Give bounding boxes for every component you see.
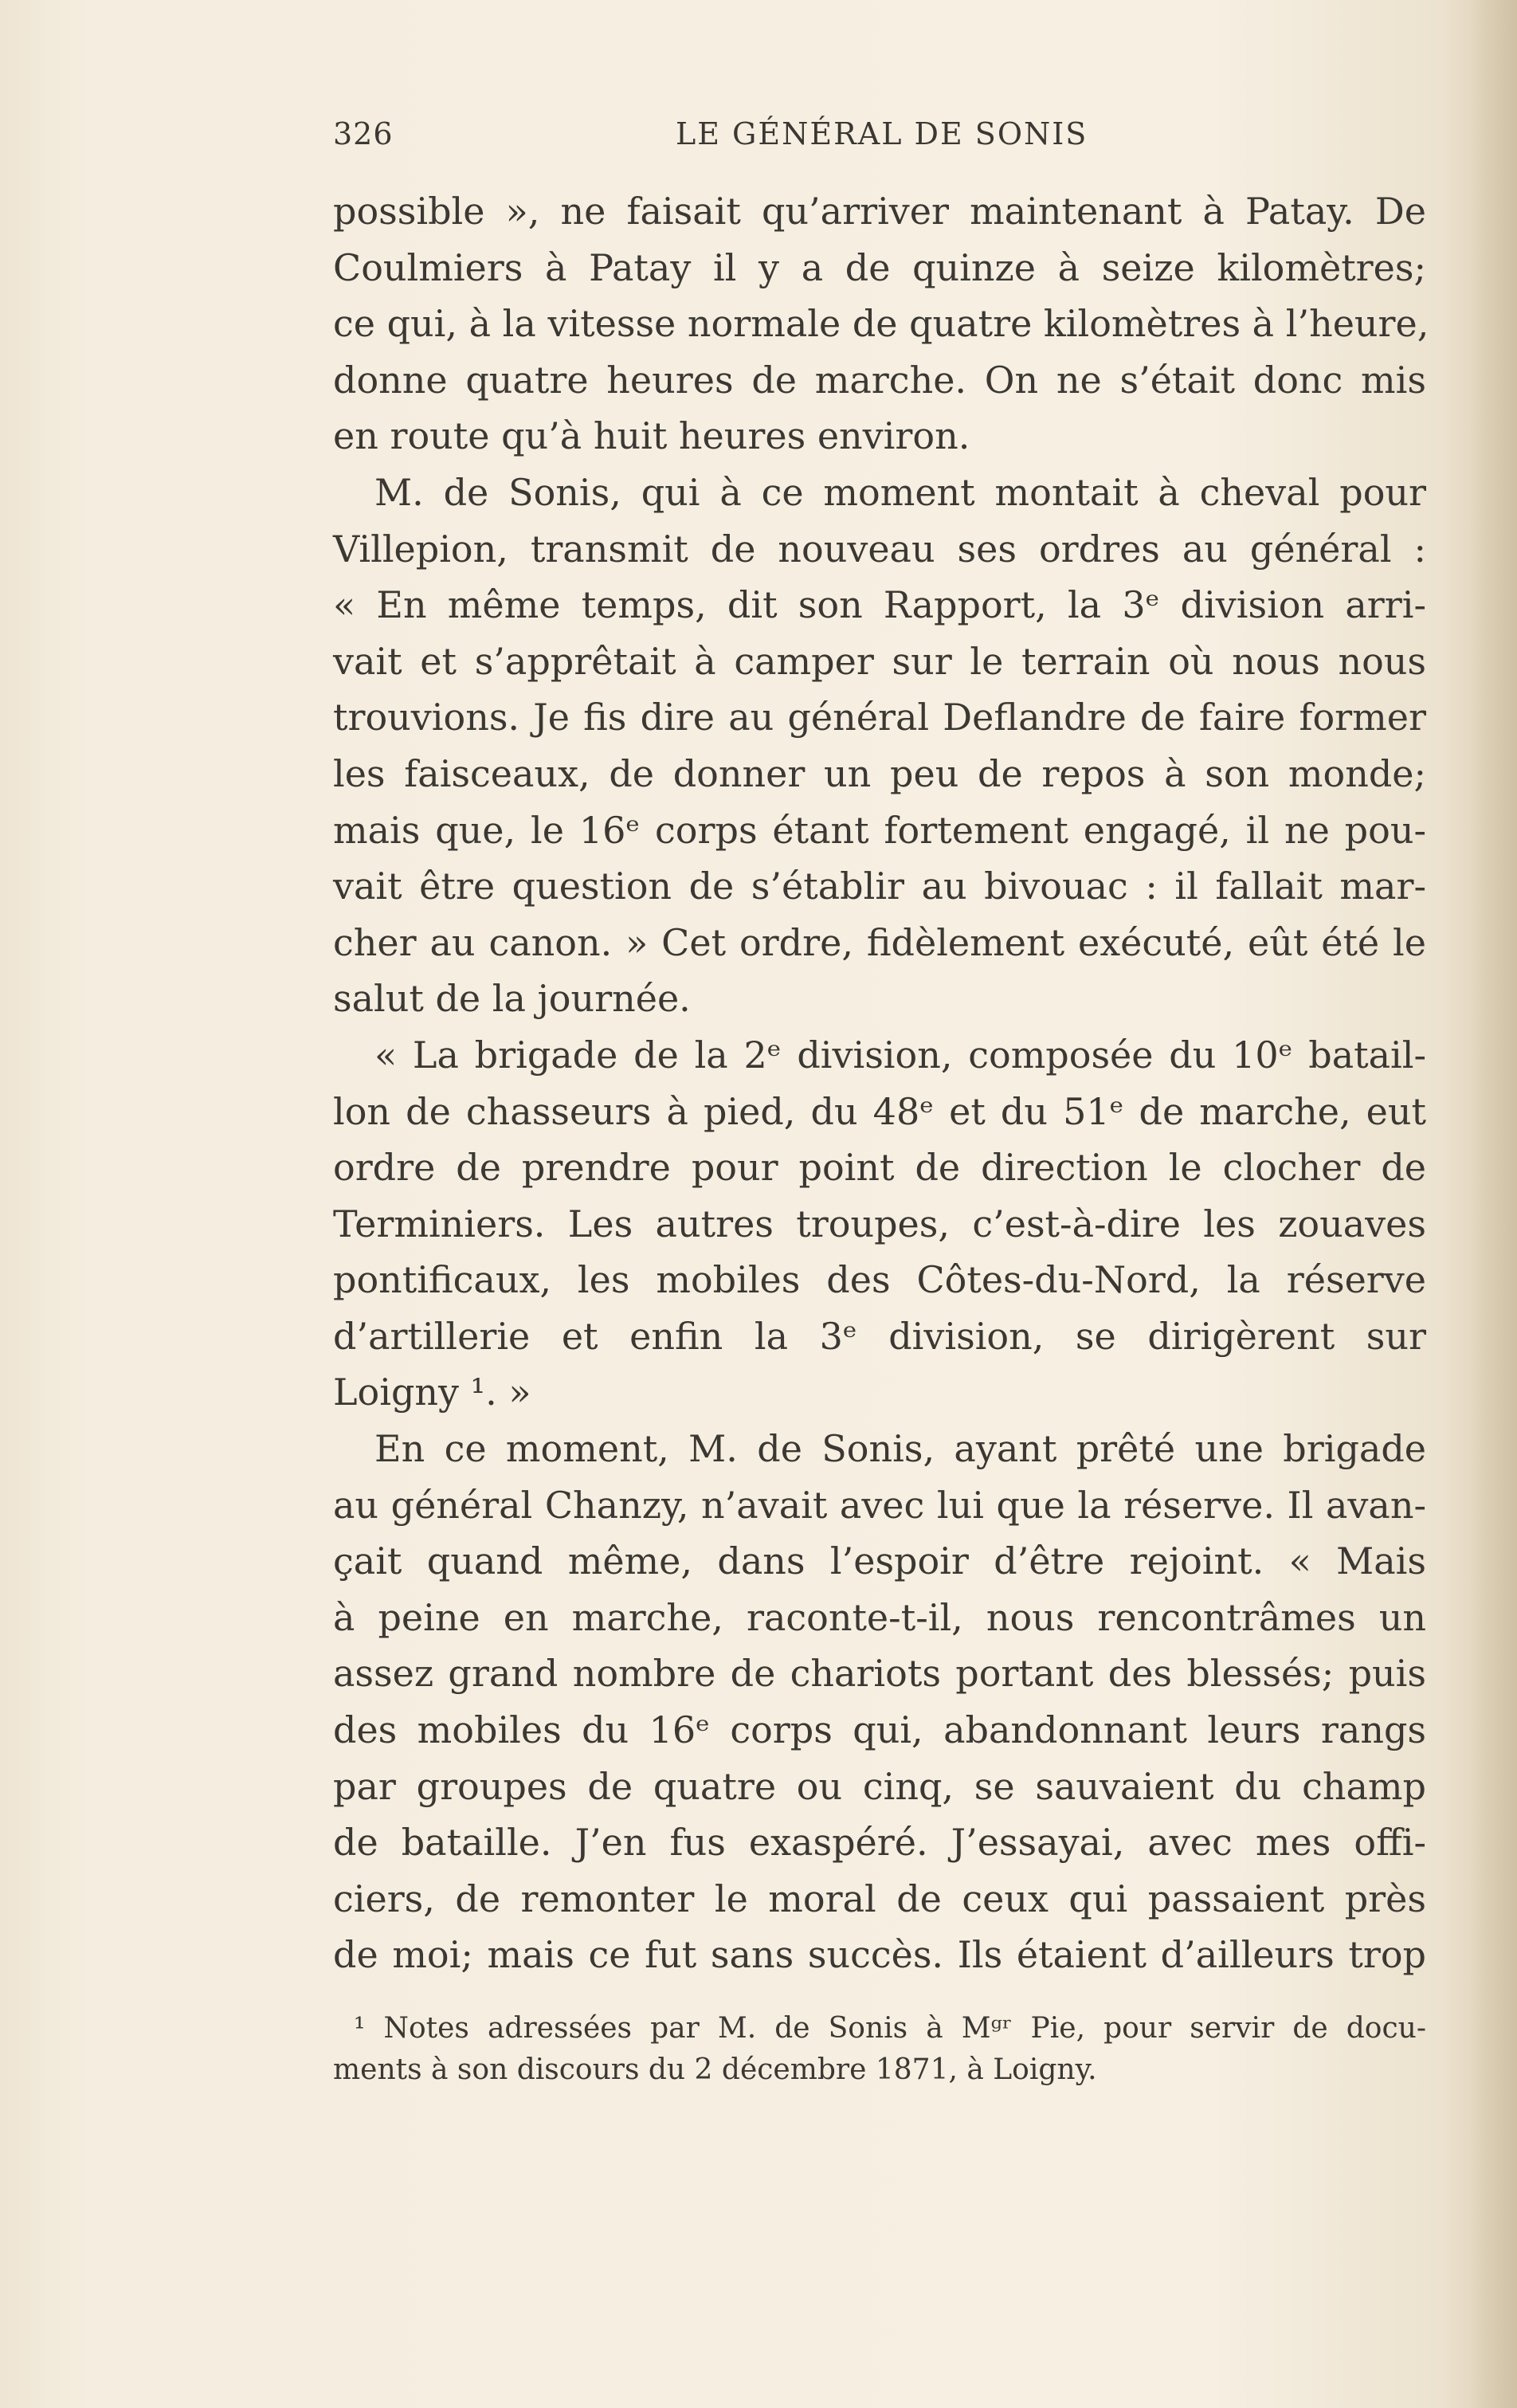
footnote-line: ments à son discours du 2 décembre 1871, à Loigny. (333, 2053, 1097, 2086)
text-line: de bataille. J’en fus exaspéré. J’essayai, avec mes offi- (333, 1821, 1426, 1865)
text-line: M. de Sonis, qui à ce moment montait à cheval pour (374, 470, 1426, 514)
text-line: cher au canon. » Cet ordre, fidèlement exécuté, eût été le (333, 920, 1426, 964)
text-line: trouvions. Je fis dire au général Deflandre de faire former (333, 696, 1426, 739)
text-line: d’artillerie et enfin la 3ᵉ division, se dirigèrent sur (333, 1314, 1426, 1358)
text-line: en route qu’à huit heures environ. (333, 414, 970, 458)
page-number: 326 (333, 116, 394, 151)
text-line: « En même temps, dit son Rapport, la 3ᵉ division arri- (333, 583, 1426, 627)
text-line: par groupes de quatre ou cinq, se sauvaient du champ (333, 1764, 1426, 1808)
text-line: possible », ne faisait qu’arriver maintenant à Patay. De (333, 190, 1426, 233)
text-line: donne quatre heures de marche. On ne s’était donc mis (333, 358, 1426, 402)
text-line: vait être question de s’établir au bivouac : il fallait mar- (333, 865, 1426, 908)
text-line: à peine en marche, raconte-t-il, nous rencontrâmes un (333, 1595, 1426, 1639)
text-line: ordre de prendre pour point de direction le clocher de (333, 1146, 1426, 1190)
text-line: de moi; mais ce fut sans succès. Ils étaient d’ailleurs trop (333, 1933, 1426, 1977)
text-line: çait quand même, dans l’espoir d’être rejoint. « Mais (333, 1539, 1426, 1583)
text-line: Loigny ¹. » (333, 1371, 531, 1414)
text-line: au général Chanzy, n’avait avec lui que la réserve. Il avan- (333, 1483, 1426, 1527)
footnote (333, 2008, 1426, 2091)
text-line: Villepion, transmit de nouveau ses ordres au général : (333, 527, 1426, 571)
text-line: « La brigade de la 2ᵉ division, composée du 10ᵉ batail- (374, 1033, 1426, 1077)
footnote-line: ¹ Notes adressées par M. de Sonis à Mᵍʳ Pie, pour servir de docu- (354, 2012, 1426, 2045)
text-line: vait et s’apprêtait à camper sur le terrain où nous nous (333, 639, 1426, 683)
text-line: les faisceaux, de donner un peu de repos à son monde; (333, 751, 1426, 795)
page-header (333, 116, 1425, 158)
body-text (333, 183, 1429, 1983)
text-line: Coulmiers à Patay il y a de quinze à seize kilomètres; (333, 245, 1426, 289)
text-line: En ce moment, M. de Sonis, ayant prêté une brigade (374, 1427, 1426, 1471)
text-line: ciers, de remonter le moral de ceux qui passaient près (333, 1877, 1426, 1920)
text-line: salut de la journée. (333, 977, 691, 1021)
text-line: assez grand nombre de chariots portant des blessés; puis (333, 1652, 1426, 1696)
text-line: pontificaux, les mobiles des Côtes-du-Nord, la réserve (333, 1258, 1426, 1302)
text-line: des mobiles du 16ᵉ corps qui, abandonnant leurs rangs (333, 1708, 1426, 1752)
text-line: Terminiers. Les autres troupes, c’est-à-dire les zouaves (333, 1202, 1426, 1245)
text-line: ce qui, à la vitesse normale de quatre kilomètres à l’heure, (333, 302, 1429, 346)
page-edge-shadow (1469, 0, 1517, 2408)
text-line: mais que, le 16ᵉ corps étant fortement engagé, il ne pou- (333, 808, 1426, 852)
text-line: lon de chasseurs à pied, du 48ᵉ et du 51ᵉ de marche, eut (333, 1089, 1426, 1133)
running-title: LE GÉNÉRAL DE SONIS (676, 116, 1088, 151)
